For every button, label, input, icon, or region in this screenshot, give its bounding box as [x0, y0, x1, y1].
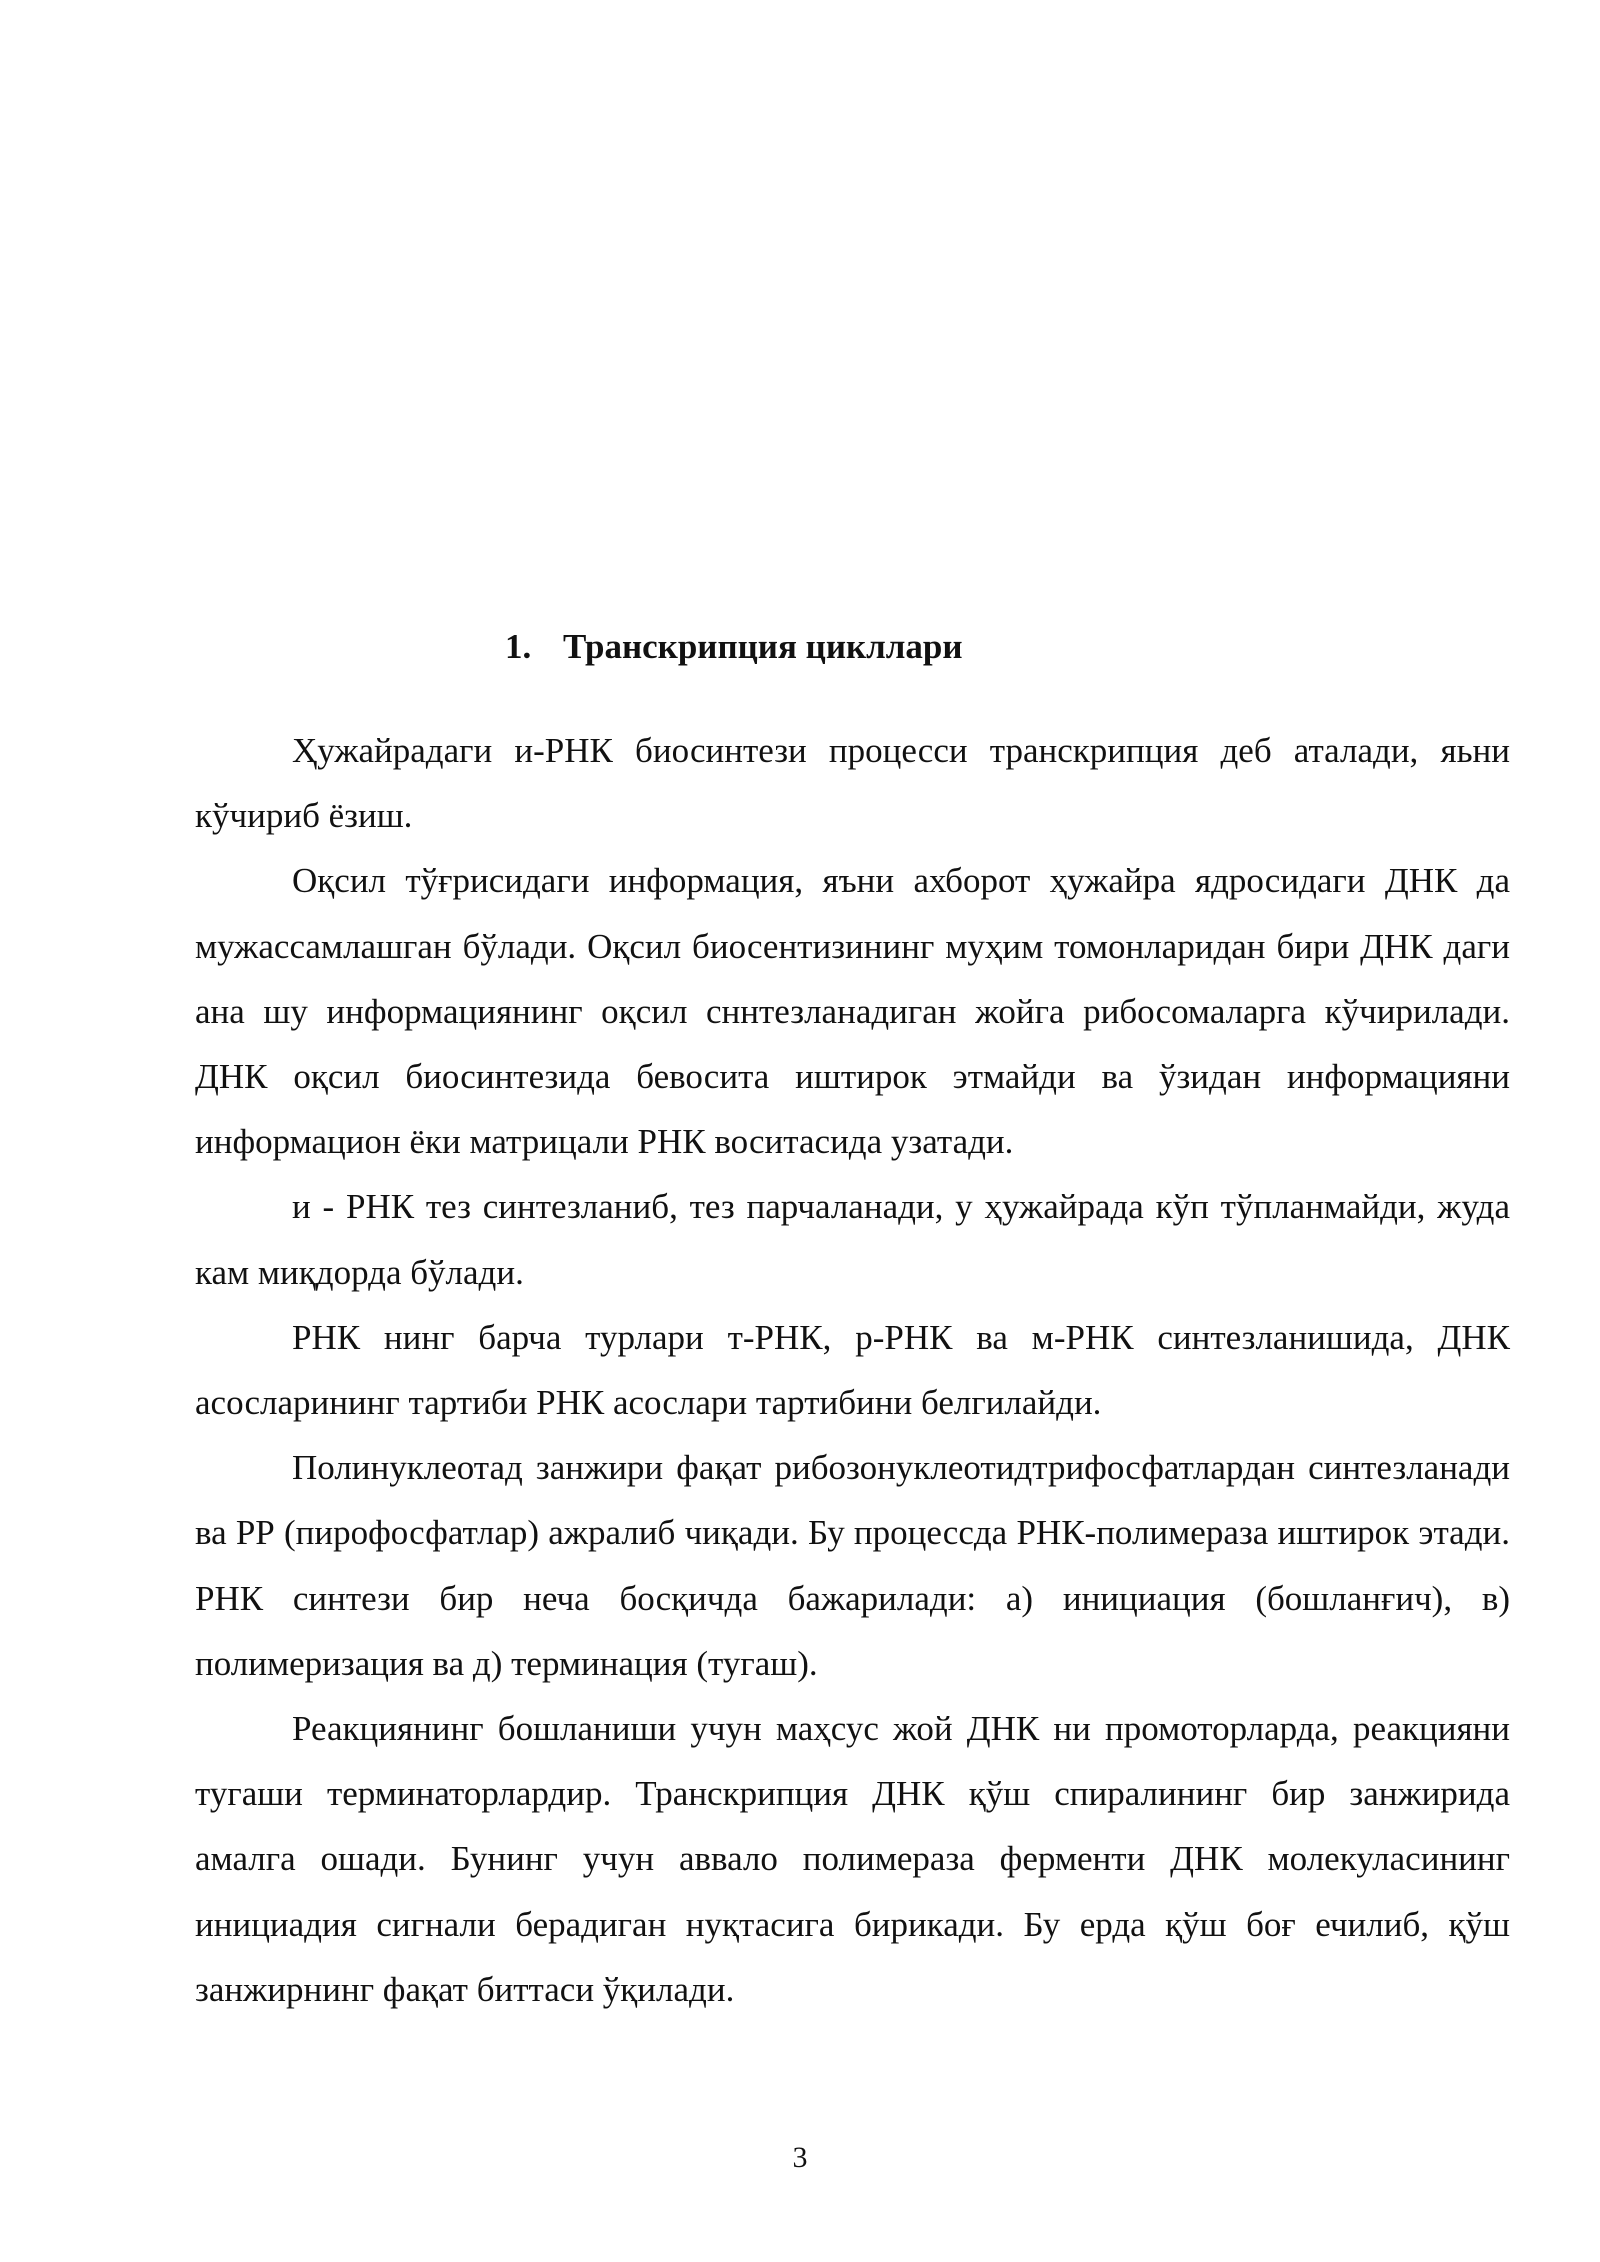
paragraph: Полинуклеотад занжири фақат рибозонуклеотидтрифосфатлардан синтезланади ва РР (пирофосфатлар) ажралиб чиқади. Бу процессда РНК-полимераза иштирок этади. РНК синтези бир неча босқичда бажарилади: а) инициация (бошланғич), в) полимеризация ва д) терминация (тугаш).	[195, 1448, 1510, 1683]
body-text	[195, 718, 1510, 2022]
section-number: 1.	[505, 627, 532, 666]
section-heading	[505, 622, 963, 672]
paragraph: и - РНК тез синтезланиб, тез парчаланади, у ҳужайрада кўп тўпланмайди, жуда кам миқдорда бўлади.	[195, 1187, 1510, 1292]
section-title: Транскрипция цикллари	[563, 627, 963, 666]
paragraph: РНК нинг барча турлари т-РНК, р-РНК ва м-РНК синтезланишида, ДНК асосларининг тартиби РНК асослари тартибини белгилайди.	[195, 1317, 1510, 1423]
page-number: 3	[792, 2141, 808, 2174]
paragraph: Ҳужайрадаги и-РНК биосинтези процесси транскрипция деб аталади, яьни кўчириб ёзиш.	[195, 731, 1510, 836]
paragraph: Реакциянинг бошланиши учун маҳсус жой ДНК ни промоторларда, реакцияни тугаши терминаторлардир. Транскрипция ДНК қўш спиралининг бир занжирида амалга ошади. Бунинг учун аввало полимераза ферменти ДНК молекуласининг инициадия сигнали берадиган нуқтасига бирикади. Бу ерда қўш боғ ечилиб, қўш занжирнинг фақат биттаси ўқилади.	[195, 1709, 1510, 2009]
paragraph: Оқсил тўғрисидаги информация, яъни ахборот ҳужайра ядросидаги ДНК да мужассамлашган бўлади. Оқсил биосентизининг муҳим томонларидан бири ДНК даги ана шу информациянинг оқсил сннтезланадиган жойга рибосомаларга кўчирилади. ДНК оқсил биосинтезида бевосита иштирок этмайди ва ўзидан информацияни информацион ёки матрицали РНК воситасида узатади.	[195, 861, 1510, 1162]
